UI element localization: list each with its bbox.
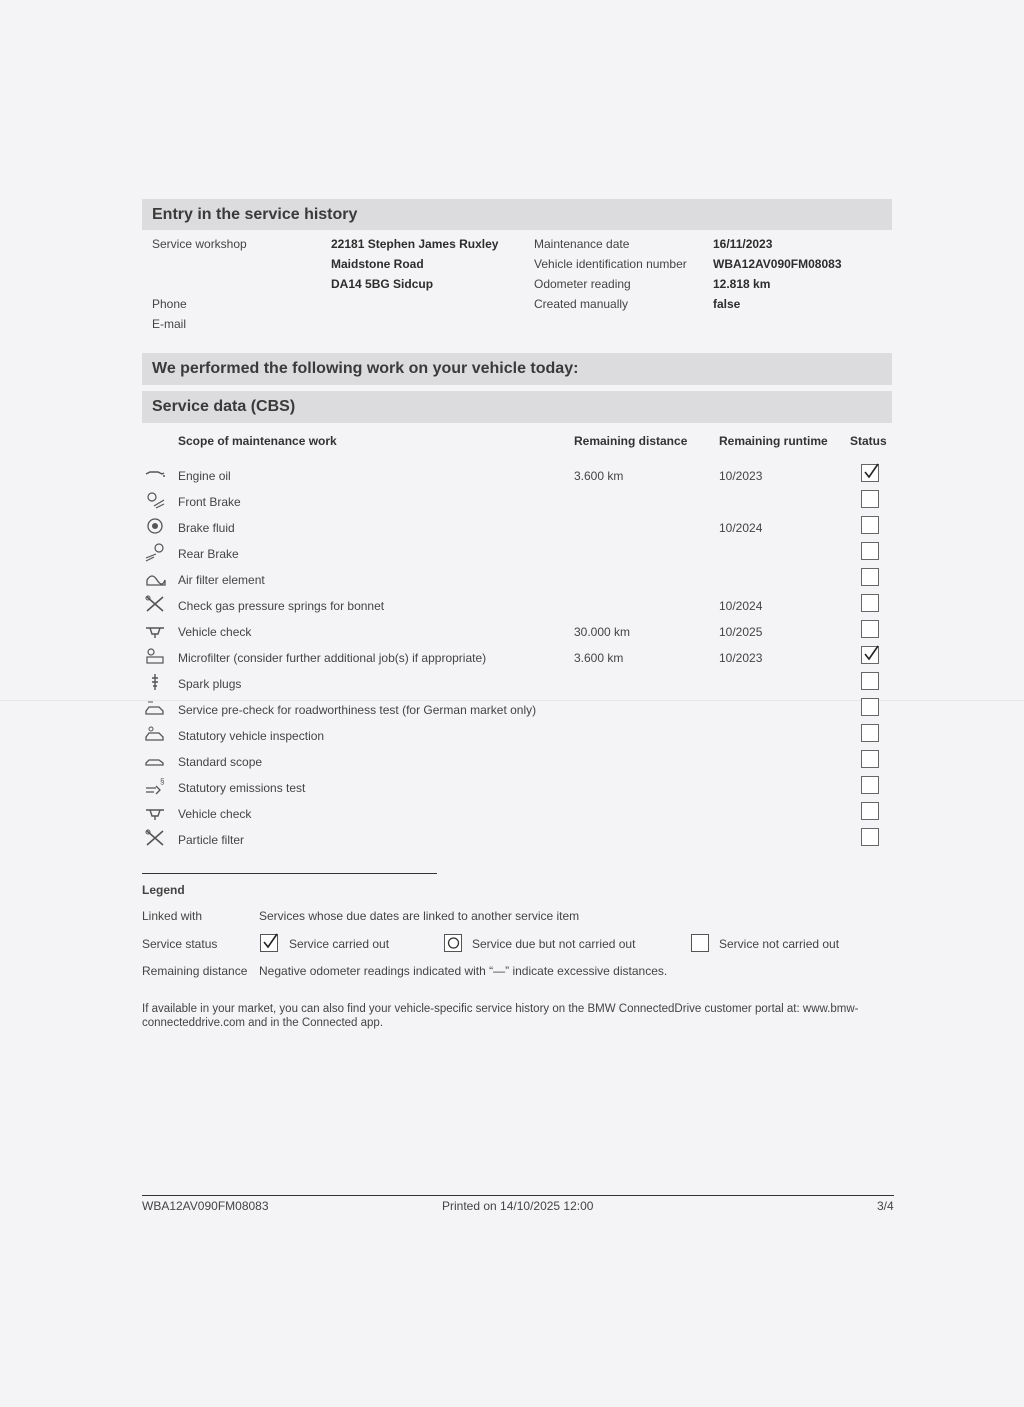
vin-label: Vehicle identification number <box>534 257 687 271</box>
car-icon <box>144 750 166 770</box>
legend-linked-label: Linked with <box>142 909 203 923</box>
table-row <box>142 646 892 672</box>
legend-not-carried: Service not carried out <box>719 937 840 951</box>
maintenance-date-value: 16/11/2023 <box>713 237 773 251</box>
item-name: Rear Brake <box>178 547 239 561</box>
legend-carried-out: Service carried out <box>289 937 390 951</box>
front-brake-icon <box>144 490 166 510</box>
item-name: Vehicle check <box>178 625 252 639</box>
workshop-label: Service workshop <box>152 237 247 251</box>
portal-note-line: connecteddrive.com and in the Connected app. <box>142 1017 384 1029</box>
maintenance-date-label: Maintenance date <box>534 237 630 251</box>
engine-oil-icon <box>144 464 166 484</box>
column-status: Status <box>850 434 887 448</box>
item-name: Vehicle check <box>178 807 252 821</box>
column-runtime: Remaining runtime <box>719 434 828 448</box>
table-row <box>142 672 892 698</box>
status-empty-box <box>861 594 879 612</box>
item-remaining-runtime: 10/2024 <box>719 599 763 613</box>
item-remaining-distance: 3.600 km <box>574 469 624 483</box>
vehicle-check-icon <box>144 802 166 822</box>
legend-status-label: Service status <box>142 937 218 951</box>
table-row <box>142 516 892 542</box>
status-checked-box <box>861 464 879 482</box>
status-empty-box <box>861 542 879 560</box>
status-empty-box <box>861 516 879 534</box>
spark-plug-icon <box>144 672 166 692</box>
table-row <box>142 464 892 490</box>
vin-value: WBA12AV090FM08083 <box>713 257 842 271</box>
footer-rule <box>142 1195 894 1196</box>
item-name: Statutory vehicle inspection <box>178 729 325 743</box>
item-name: Service pre-check for roadworthiness test (for German market only) <box>178 703 537 717</box>
checked-checkbox-icon <box>260 934 278 952</box>
table-row <box>142 594 892 620</box>
empty-checkbox-icon <box>691 934 709 952</box>
svg-text:§: § <box>160 777 165 786</box>
legend-due-not-carried: Service due but not carried out <box>472 937 636 951</box>
status-empty-box <box>861 828 879 846</box>
item-remaining-runtime: 10/2024 <box>719 521 763 535</box>
brake-fluid-icon <box>144 516 166 536</box>
vehicle-check-icon <box>144 620 166 640</box>
item-remaining-runtime: 10/2023 <box>719 469 763 483</box>
item-name: Standard scope <box>178 755 263 769</box>
item-name: Front Brake <box>178 495 241 509</box>
table-row <box>142 568 892 594</box>
workshop-line: DA14 5BG Sidcup <box>331 277 434 291</box>
table-row <box>142 802 892 828</box>
footer-vin: WBA12AV090FM08083 <box>142 1199 269 1213</box>
odometer-label: Odometer reading <box>534 277 631 291</box>
table-row <box>142 724 892 750</box>
item-remaining-runtime: 10/2023 <box>719 651 763 665</box>
column-scope: Scope of maintenance work <box>178 434 337 448</box>
item-remaining-runtime: 10/2025 <box>719 625 763 639</box>
column-distance: Remaining distance <box>574 434 688 448</box>
status-empty-box <box>861 698 879 716</box>
item-name: Microfilter (consider further additional job(s) if appropriate) <box>178 651 487 665</box>
tools-icon <box>144 828 166 848</box>
cbs-heading: Service data (CBS) <box>142 391 892 423</box>
table-row <box>142 698 892 724</box>
status-empty-box <box>861 802 879 820</box>
microfilter-icon <box>144 646 166 666</box>
item-name: Check gas pressure springs for bonnet <box>178 599 385 613</box>
footer-page-number: 3/4 <box>877 1199 894 1213</box>
status-empty-box <box>861 724 879 742</box>
workshop-line: Maidstone Road <box>331 257 424 271</box>
car-inspection-icon <box>144 724 166 744</box>
item-remaining-distance: 3.600 km <box>574 651 624 665</box>
legend-distance-text: Negative odometer readings indicated with “—” indicate excessive distances. <box>259 964 668 978</box>
status-empty-box <box>861 776 879 794</box>
car-precheck-icon <box>144 698 166 718</box>
legend-rule <box>142 873 437 874</box>
work-heading: We performed the following work on your vehicle today: <box>142 353 892 385</box>
status-empty-box <box>861 620 879 638</box>
workshop-line: 22181 Stephen James Ruxley <box>331 237 499 251</box>
created-manually-value: false <box>713 297 741 311</box>
tools-icon <box>144 594 166 614</box>
item-name: Brake fluid <box>178 521 235 535</box>
item-name: Spark plugs <box>178 677 242 691</box>
portal-note-line: If available in your market, you can also find your vehicle-specific service history on the BMW ConnectedDrive customer portal at: www.bmw- <box>142 1003 859 1015</box>
status-checked-box <box>861 646 879 664</box>
item-name: Air filter element <box>178 573 265 587</box>
table-row <box>142 620 892 646</box>
status-empty-box <box>861 490 879 508</box>
legend-distance-label: Remaining distance <box>142 964 248 978</box>
table-row <box>142 776 892 802</box>
entry-heading: Entry in the service history <box>142 199 892 230</box>
table-row <box>142 750 892 776</box>
table-row <box>142 542 892 568</box>
status-empty-box <box>861 568 879 586</box>
status-empty-box <box>861 750 879 768</box>
table-row <box>142 490 892 516</box>
item-name: Statutory emissions test <box>178 781 306 795</box>
item-name: Engine oil <box>178 469 231 483</box>
item-name: Particle filter <box>178 833 245 847</box>
footer-printed: Printed on 14/10/2025 12:00 <box>442 1199 594 1213</box>
rear-brake-icon <box>144 542 166 562</box>
odometer-value: 12.818 km <box>713 277 771 291</box>
phone-label: Phone <box>152 297 187 311</box>
legend-title: Legend <box>142 883 185 897</box>
email-label: E-mail <box>152 317 187 331</box>
created-manually-label: Created manually <box>534 297 629 311</box>
circle-checkbox-icon <box>444 934 462 952</box>
table-row <box>142 828 892 854</box>
emissions-icon <box>144 776 166 796</box>
status-empty-box <box>861 672 879 690</box>
item-remaining-distance: 30.000 km <box>574 625 631 639</box>
legend-linked-text: Services whose due dates are linked to another service item <box>259 909 580 923</box>
air-filter-icon <box>144 568 166 588</box>
